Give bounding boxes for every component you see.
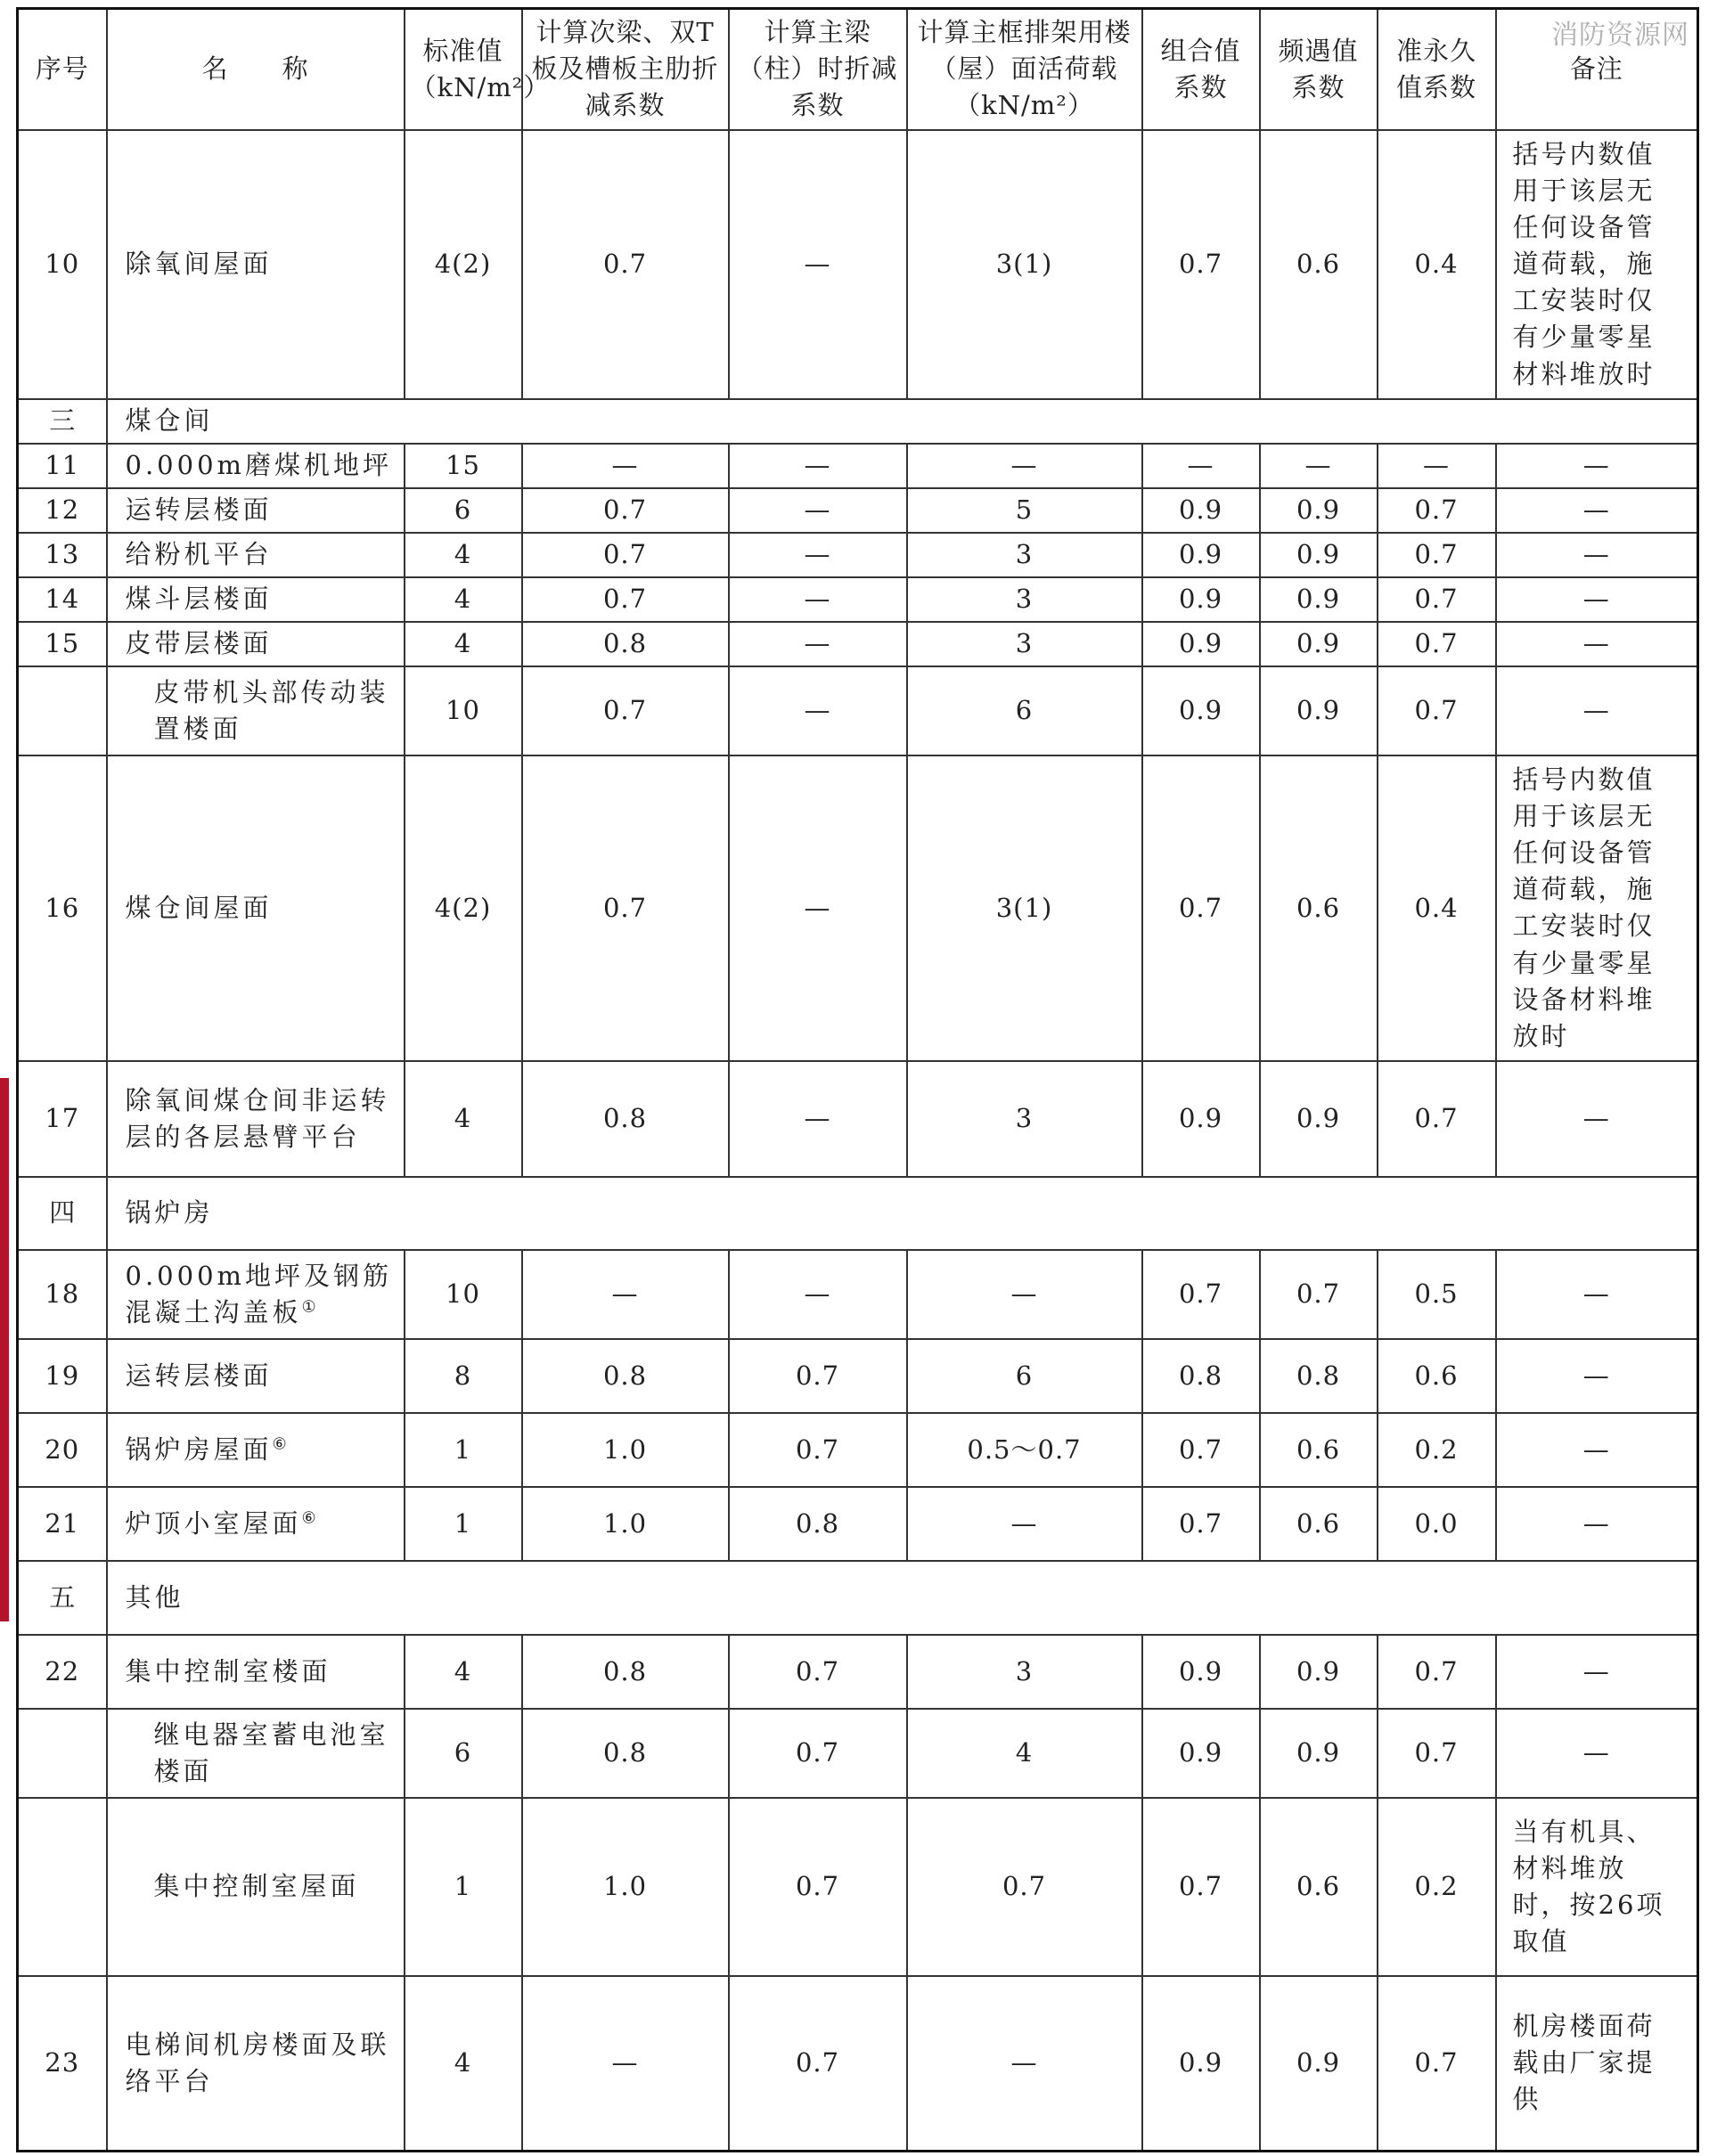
- table-row: [18, 1250, 1698, 1339]
- header-freq: 频遇值系数: [1260, 9, 1378, 130]
- cell-freq: 0.9: [1260, 1635, 1378, 1709]
- cell-remark: —: [1496, 622, 1698, 666]
- cell-beam: 1.0: [522, 1413, 729, 1487]
- cell-frame: 3(1): [907, 755, 1142, 1061]
- cell-std: 4: [405, 1061, 522, 1177]
- cell-main: —: [729, 130, 907, 399]
- cell-name-text: 炉顶小室屋面: [125, 1507, 302, 1539]
- cell-comb: 0.9: [1142, 533, 1260, 577]
- cell-comb: 0.9: [1142, 666, 1260, 755]
- cell-freq: 0.9: [1260, 1061, 1378, 1177]
- header-std-label: 标准值: [422, 35, 503, 66]
- cell-beam: 0.7: [522, 130, 729, 399]
- cell-quasi: —: [1378, 444, 1496, 488]
- cell-frame: 0.7: [907, 1798, 1142, 1976]
- cell-frame: 4: [907, 1709, 1142, 1798]
- cell-beam: 0.7: [522, 533, 729, 577]
- cell-name: [107, 1487, 405, 1561]
- cell-main: 0.7: [729, 1709, 907, 1798]
- cell-remark: —: [1496, 1250, 1698, 1339]
- cell-main: 0.7: [729, 1976, 907, 2151]
- table-row: [18, 1798, 1698, 1976]
- cell-comb: 0.7: [1142, 1250, 1260, 1339]
- cell-name: 继电器室蓄电池室楼面: [107, 1709, 405, 1798]
- cell-std: 4: [405, 1635, 522, 1709]
- cell-std: 4(2): [405, 755, 522, 1061]
- cell-main: —: [729, 444, 907, 488]
- cell-no: 15: [18, 622, 107, 666]
- header-row: [18, 9, 1698, 130]
- cell-std: 4: [405, 533, 522, 577]
- cell-remark: —: [1496, 1413, 1698, 1487]
- table-row: [18, 1635, 1698, 1709]
- cell-remark: —: [1496, 1339, 1698, 1413]
- cell-main: —: [729, 1250, 907, 1339]
- cell-quasi: 0.7: [1378, 533, 1496, 577]
- cell-beam: 1.0: [522, 1487, 729, 1561]
- cell-frame: 5: [907, 488, 1142, 533]
- cell-comb: 0.7: [1142, 1413, 1260, 1487]
- cell-beam: 0.7: [522, 666, 729, 755]
- cell-std: 1: [405, 1798, 522, 1976]
- cell-name-text: 0.000m地坪及钢筋混凝土沟盖板: [125, 1260, 393, 1328]
- cell-comb: 0.9: [1142, 622, 1260, 666]
- header-frame-unit: （kN/m²）: [954, 90, 1094, 121]
- cell-main: 0.7: [729, 1635, 907, 1709]
- cell-std: 15: [405, 444, 522, 488]
- table-row: [18, 666, 1698, 755]
- cell-name: 煤仓间屋面: [107, 755, 405, 1061]
- cell-name: [107, 1413, 405, 1487]
- cell-quasi: 0.7: [1378, 1635, 1496, 1709]
- cell-no: 16: [18, 755, 107, 1061]
- cell-comb: 0.7: [1142, 1487, 1260, 1561]
- cell-freq: —: [1260, 444, 1378, 488]
- cell-no: 18: [18, 1250, 107, 1339]
- header-frame: [907, 9, 1142, 130]
- cell-frame: 3: [907, 1635, 1142, 1709]
- cell-remark: —: [1496, 577, 1698, 622]
- cell-name: 皮带机头部传动装置楼面: [107, 666, 405, 755]
- table-row: [18, 444, 1698, 488]
- cell-remark: —: [1496, 1487, 1698, 1561]
- cell-no: 12: [18, 488, 107, 533]
- cell-std: 1: [405, 1413, 522, 1487]
- footnote-mark: ①: [301, 1297, 320, 1317]
- cell-std: 4: [405, 1976, 522, 2151]
- cell-name: 皮带层楼面: [107, 622, 405, 666]
- header-no: 序号: [18, 9, 107, 130]
- cell-remark: 括号内数值用于该层无任何设备管道荷载，施工安装时仅有少量零星设备材料堆放时: [1496, 755, 1698, 1061]
- cell-frame: 6: [907, 666, 1142, 755]
- cell-freq: 0.7: [1260, 1250, 1378, 1339]
- cell-name: 电梯间机房楼面及联络平台: [107, 1976, 405, 2151]
- cell-remark: —: [1496, 1061, 1698, 1177]
- cell-name: 运转层楼面: [107, 1339, 405, 1413]
- cell-frame: 6: [907, 1339, 1142, 1413]
- cell-comb: 0.9: [1142, 1709, 1260, 1798]
- cell-name: 运转层楼面: [107, 488, 405, 533]
- cell-frame: 3: [907, 1061, 1142, 1177]
- cell-std: 4: [405, 577, 522, 622]
- cell-main: —: [729, 622, 907, 666]
- cell-main: 0.8: [729, 1487, 907, 1561]
- cell-beam: 1.0: [522, 1798, 729, 1976]
- cell-no: 22: [18, 1635, 107, 1709]
- section-no: 四: [18, 1177, 107, 1250]
- watermark-text: 消防资源网: [1551, 20, 1689, 51]
- cell-no: [18, 1709, 107, 1798]
- cell-beam: 0.8: [522, 1339, 729, 1413]
- cell-freq: 0.9: [1260, 533, 1378, 577]
- cell-main: —: [729, 488, 907, 533]
- cell-no: 13: [18, 533, 107, 577]
- table-row: [18, 1339, 1698, 1413]
- cell-main: 0.7: [729, 1413, 907, 1487]
- cell-std: 10: [405, 1250, 522, 1339]
- cell-comb: 0.7: [1142, 130, 1260, 399]
- cell-frame: 3: [907, 577, 1142, 622]
- cell-freq: 0.6: [1260, 130, 1378, 399]
- cell-name: 0.000m磨煤机地坪: [107, 444, 405, 488]
- section-title: 锅炉房: [107, 1177, 1698, 1250]
- footnote-mark: ⑥: [272, 1434, 290, 1454]
- cell-no: 20: [18, 1413, 107, 1487]
- cell-freq: 0.6: [1260, 1413, 1378, 1487]
- load-table: [16, 7, 1699, 2152]
- cell-remark: 机房楼面荷载由厂家提供: [1496, 1976, 1698, 2151]
- cell-main: —: [729, 533, 907, 577]
- section-row: [18, 1561, 1698, 1635]
- section-title: 其他: [107, 1561, 1698, 1635]
- header-std-unit: （kN/m²）: [410, 71, 551, 102]
- cell-frame: 3: [907, 533, 1142, 577]
- cell-remark: —: [1496, 444, 1698, 488]
- cell-freq: 0.9: [1260, 1709, 1378, 1798]
- cell-quasi: 0.0: [1378, 1487, 1496, 1561]
- section-no: 三: [18, 399, 107, 444]
- cell-quasi: 0.7: [1378, 577, 1496, 622]
- cell-beam: —: [522, 444, 729, 488]
- cell-freq: 0.9: [1260, 488, 1378, 533]
- cell-no: 10: [18, 130, 107, 399]
- cell-no: [18, 666, 107, 755]
- table-row: [18, 488, 1698, 533]
- cell-main: —: [729, 1061, 907, 1177]
- cell-name: 除氧间屋面: [107, 130, 405, 399]
- cell-quasi: 0.4: [1378, 755, 1496, 1061]
- cell-beam: 0.7: [522, 577, 729, 622]
- cell-quasi: 0.7: [1378, 622, 1496, 666]
- cell-comb: 0.7: [1142, 755, 1260, 1061]
- cell-quasi: 0.2: [1378, 1413, 1496, 1487]
- cell-frame: —: [907, 1250, 1142, 1339]
- cell-frame: 0.5～0.7: [907, 1413, 1142, 1487]
- cell-frame: —: [907, 1976, 1142, 2151]
- table-row: [18, 1709, 1698, 1798]
- cell-freq: 0.9: [1260, 1976, 1378, 2151]
- margin-marker: [0, 1078, 9, 1621]
- cell-beam: 0.7: [522, 755, 729, 1061]
- cell-std: 1: [405, 1487, 522, 1561]
- cell-comb: —: [1142, 444, 1260, 488]
- cell-remark: —: [1496, 1635, 1698, 1709]
- table-row: [18, 1487, 1698, 1561]
- cell-no: 11: [18, 444, 107, 488]
- header-quasi: 准永久值系数: [1378, 9, 1496, 130]
- cell-std: 6: [405, 488, 522, 533]
- cell-name: 集中控制室屋面: [107, 1798, 405, 1976]
- cell-comb: 0.8: [1142, 1339, 1260, 1413]
- cell-frame: 3(1): [907, 130, 1142, 399]
- cell-remark: —: [1496, 666, 1698, 755]
- cell-name: [107, 1250, 405, 1339]
- header-name: 名 称: [107, 9, 405, 130]
- cell-name: 煤斗层楼面: [107, 577, 405, 622]
- cell-comb: 0.9: [1142, 488, 1260, 533]
- cell-name: 给粉机平台: [107, 533, 405, 577]
- cell-freq: 0.9: [1260, 622, 1378, 666]
- header-std: [405, 9, 551, 130]
- cell-remark: 当有机具、材料堆放时，按26项取值: [1496, 1798, 1698, 1976]
- cell-beam: 0.8: [522, 1061, 729, 1177]
- table-row: [18, 1976, 1698, 2151]
- cell-freq: 0.9: [1260, 577, 1378, 622]
- header-remark: 备注: [1496, 9, 1698, 130]
- table-row: [18, 533, 1698, 577]
- cell-std: 10: [405, 666, 522, 755]
- cell-no: 17: [18, 1061, 107, 1177]
- cell-freq: 0.6: [1260, 1798, 1378, 1976]
- cell-freq: 0.6: [1260, 755, 1378, 1061]
- cell-name-text: 锅炉房屋面: [125, 1433, 273, 1465]
- section-row: [18, 1177, 1698, 1250]
- cell-comb: 0.9: [1142, 577, 1260, 622]
- cell-freq: 0.8: [1260, 1339, 1378, 1413]
- cell-std: 4: [405, 622, 522, 666]
- table-row: [18, 577, 1698, 622]
- cell-frame: —: [907, 444, 1142, 488]
- cell-main: —: [729, 755, 907, 1061]
- section-no: 五: [18, 1561, 107, 1635]
- cell-main: 0.7: [729, 1339, 907, 1413]
- table-row: [18, 755, 1698, 1061]
- cell-no: 21: [18, 1487, 107, 1561]
- table-row: [18, 1413, 1698, 1487]
- header-frame-label: 计算主框排架用楼（屋）面活荷载: [917, 16, 1132, 85]
- cell-beam: 0.7: [522, 488, 729, 533]
- cell-std: 8: [405, 1339, 522, 1413]
- cell-beam: 0.8: [522, 1635, 729, 1709]
- cell-no: 19: [18, 1339, 107, 1413]
- cell-no: 23: [18, 1976, 107, 2151]
- section-row: [18, 399, 1698, 444]
- cell-quasi: 0.7: [1378, 666, 1496, 755]
- cell-remark: 括号内数值用于该层无任何设备管道荷载，施工安装时仅有少量零星材料堆放时: [1496, 130, 1698, 399]
- cell-comb: 0.9: [1142, 1061, 1260, 1177]
- cell-main: —: [729, 666, 907, 755]
- cell-freq: 0.9: [1260, 666, 1378, 755]
- cell-beam: 0.8: [522, 622, 729, 666]
- cell-no: 14: [18, 577, 107, 622]
- header-comb: 组合值系数: [1142, 9, 1260, 130]
- cell-main: 0.7: [729, 1798, 907, 1976]
- cell-remark: —: [1496, 533, 1698, 577]
- cell-no: [18, 1798, 107, 1976]
- header-beam: 计算次梁、双T板及槽板主肋折减系数: [522, 9, 729, 130]
- footnote-mark: ⑥: [301, 1508, 320, 1528]
- cell-remark: —: [1496, 1709, 1698, 1798]
- cell-quasi: 0.2: [1378, 1798, 1496, 1976]
- cell-quasi: 0.7: [1378, 1061, 1496, 1177]
- cell-beam: 0.8: [522, 1709, 729, 1798]
- cell-std: 4(2): [405, 130, 522, 399]
- cell-comb: 0.9: [1142, 1635, 1260, 1709]
- cell-quasi: 0.4: [1378, 130, 1496, 399]
- cell-quasi: 0.6: [1378, 1339, 1496, 1413]
- cell-comb: 0.7: [1142, 1798, 1260, 1976]
- cell-quasi: 0.7: [1378, 1709, 1496, 1798]
- table-row: [18, 130, 1698, 399]
- cell-main: —: [729, 577, 907, 622]
- cell-remark: —: [1496, 488, 1698, 533]
- cell-quasi: 0.7: [1378, 1976, 1496, 2151]
- cell-std: 6: [405, 1709, 522, 1798]
- cell-beam: —: [522, 1250, 729, 1339]
- cell-frame: —: [907, 1487, 1142, 1561]
- cell-quasi: 0.5: [1378, 1250, 1496, 1339]
- cell-name: 集中控制室楼面: [107, 1635, 405, 1709]
- cell-comb: 0.9: [1142, 1976, 1260, 2151]
- header-main: 计算主梁（柱）时折减系数: [729, 9, 907, 130]
- table-row: [18, 622, 1698, 666]
- cell-freq: 0.6: [1260, 1487, 1378, 1561]
- cell-beam: —: [522, 1976, 729, 2151]
- section-title: 煤仓间: [107, 399, 1698, 444]
- cell-frame: 3: [907, 622, 1142, 666]
- cell-quasi: 0.7: [1378, 488, 1496, 533]
- table-row: [18, 1061, 1698, 1177]
- cell-name: 除氧间煤仓间非运转层的各层悬臂平台: [107, 1061, 405, 1177]
